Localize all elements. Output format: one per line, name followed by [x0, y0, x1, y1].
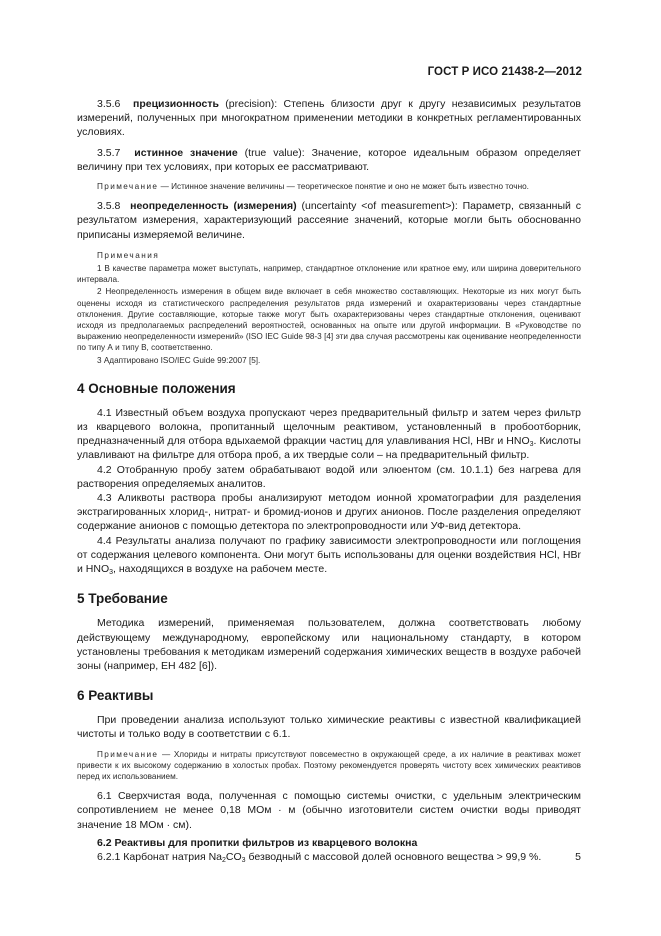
text: . Кислоты улавливают на фильтре для отбора проб, а их твердые соли – на предварительный фильтр. [77, 435, 581, 462]
definition-3-5-8 [77, 199, 581, 242]
page-content [77, 97, 581, 864]
paragraph-4-2: 4.2 Отобранную пробу затем обрабатывают водой или элюентом (см. 10.1.1) без нагрева для растворения определяемых аналитов. [77, 463, 581, 490]
notes-label: Примечания [97, 250, 160, 260]
paragraph-4-4 [77, 534, 581, 577]
note-label: Примечание [97, 182, 159, 192]
paragraph-4-3: 4.3 Аликвоты раствора пробы анализируют методом ионной хроматографии для разделения экстрагированных хлорид-, нитрат- и бромид-ионов и других анионов. После разделения определяют содержание анионов с помощью детектора по электропроводности или УФ-вид детектора. [77, 492, 581, 533]
definition-text: (uncertainty <of measurement>): Параметр, связанный с результатом измерения, характеризующий рассеяние значений, которые могли быть обоснованно приписаны измеряемой величине. [77, 200, 581, 241]
text: 6.2.1 Карбонат натрия Na [97, 850, 223, 863]
definition-term: истинное значение [134, 146, 238, 159]
definition-term: неопределенность (измерения) [130, 200, 297, 213]
definition-number: 3.5.6 [97, 98, 121, 110]
note-true-value [77, 181, 581, 192]
note-item-3: 3 Адаптировано ISO/IEC Guide 99:2007 [5]. [97, 355, 261, 365]
definition-text: (precision): Степень близости друг к другу независимых результатов измерений, полученных при многократном применении методики в конкретных регламентированных условиях. [77, 98, 581, 139]
note-label: Примечание [97, 749, 159, 759]
note-item-1: 1 В качестве параметра может выступать, например, стандартное отклонение или кратное ему, или ширина доверительного интервала. [77, 264, 581, 285]
definition-number: 3.5.8 [97, 200, 121, 213]
text: 4.1 Известный объем воздуха пропускают через предварительный фильтр и затем через фильтр из кварцевого волокна, пропитанный щелочным реактивом, установленный в пробоотборник, предназначенный для отбора вдыхаемой фракции частиц для улавливания HCl, HBr и HNO [77, 406, 581, 448]
subscript: 3 [241, 856, 246, 864]
document-id-header: ГОСТ Р ИСО 21438-2—2012 [427, 66, 582, 78]
definition-text: (true value): Значение, которое идеальным образом определяет величину при тех условиях, при которых ее рассматривают. [77, 146, 581, 173]
note-text: — Истинное значение величины — теоретическое понятие и оно не может быть известно точно. [158, 182, 529, 192]
paragraph-4-1 [77, 406, 581, 463]
text: безводный с массовой долей основного вещества > 99,9 %. [245, 850, 542, 863]
page-number: 5 [575, 851, 581, 863]
definition-3-5-7 [77, 146, 581, 174]
definition-term: прецизионность [132, 98, 219, 110]
definition-3-5-6 [77, 97, 581, 140]
note-text: — Хлориды и нитраты присутствуют повсеместно в окружающей среде, а их наличие в реактивах может привести к их высокому содержанию в холостых пробах. Поэтому рекомендуется проверять чистоту всех химических реактивов перед их использованием. [77, 749, 581, 781]
paragraph-6-1: 6.1 Сверхчистая вода, полученная с помощью системы очистки, с удельным электрическим сопротивлением не менее 0,18 МОм · м (обычно изготовители систем очистки воды приводят значение 18 МОм · см). [77, 790, 581, 831]
section-heading-4: 4 Основные положения [77, 380, 236, 396]
subsection-heading-6-2: 6.2 Реактивы для пропитки фильтров из кварцевого волокна [97, 836, 418, 849]
subscript: 2 [222, 856, 226, 864]
subscript: 3 [109, 569, 114, 577]
text: 4.4 Результаты анализа получают по графику зависимости электропроводности или поглощения от содержания целевого компонента. Они могут быть использованы для оценки воздействия HCl, HBr и HNO [77, 534, 581, 576]
subscript: 3 [529, 441, 534, 449]
paragraph-6: При проведении анализа используют только химические реактивы с известной квалификацией чистоты и только воду в соответствии с 6.1. [77, 714, 581, 741]
text: CO [225, 850, 242, 863]
text: , находящихся в воздухе на рабочем месте. [113, 563, 328, 576]
note-reagents [77, 749, 581, 783]
paragraph-5: Методика измерений, применяемая пользователем, должна соответствовать любому действующему международному, европейскому или национальному стандарту, в котором установлены требования к методикам измерений содержания химических веществ в воздухе рабочей зоны (например, ЕН 482 [6]). [77, 617, 581, 672]
definition-number: 3.5.7 [97, 146, 121, 159]
note-item-2: 2 Неопределенность измерения в общем виде включает в себя множество составляющих. Некоторые из них могут быть оценены исходя из статистического распределения результатов ряда измерений и охарактеризованы через стандартные отклонения. Другие составляющие, которые также могут быть охарактеризованы через стандартные отклонения, оценивают исходя из предполагаемых распределений вероятностей, основанных на опыте или другой информации. В «Руководстве по выражению неопределенности измерений» (ISO IEC Guide 98-3 [4] эти два случая рассмотрены как оценивание неопределенности по типу А и типу В, соответственно. [77, 287, 581, 353]
section-heading-6: 6 Реактивы [77, 688, 154, 704]
section-heading-5: 5 Требование [77, 591, 168, 607]
paragraph-6-2-1 [77, 850, 581, 864]
